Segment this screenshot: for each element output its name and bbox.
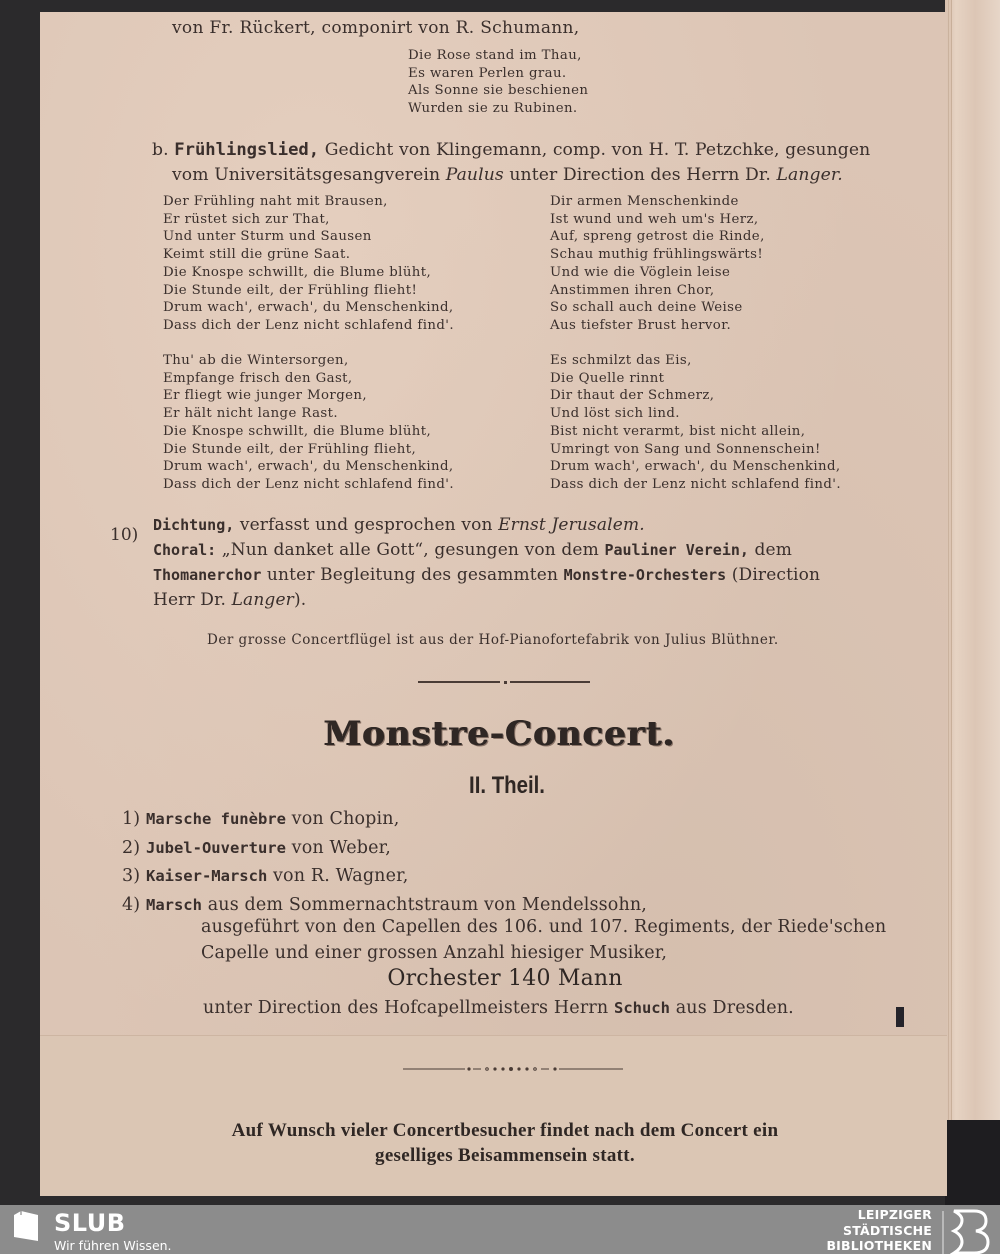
poem-line: Bist nicht verarmt, bist nicht allein, <box>550 423 806 439</box>
poem-line: Wurden sie zu Rubinen. <box>408 101 578 117</box>
spine-crease <box>948 0 952 1205</box>
slub-logo-text[interactable]: SLUB <box>54 1209 126 1237</box>
program-item-b <box>152 138 870 188</box>
item-title: Frühlingslied, <box>174 140 320 160</box>
divider-rule <box>418 681 590 683</box>
direction-text: unter Direction des Hofcapellmeisters Herrn <box>203 998 614 1018</box>
ornament-dot <box>509 1067 513 1071</box>
direction-text: aus Dresden. <box>669 998 794 1018</box>
poem-line: Er fliegt wie junger Morgen, <box>163 388 367 404</box>
direction-line <box>203 998 794 1018</box>
poem-line: Thu' ab die Wintersorgen, <box>163 353 349 368</box>
logo-outline <box>954 1211 988 1253</box>
page-tab-mark <box>896 1007 904 1027</box>
program-item-10 <box>153 513 820 613</box>
lsb-line: STÄDTISCHE <box>843 1222 932 1238</box>
poem-line: Dass dich der Lenz nicht schlafend find'. <box>163 317 454 333</box>
poem-line: Es waren Perlen grau. <box>408 65 567 81</box>
piano-note: Der grosse Concertflügel ist aus der Hof-Pianofortefabrik von Julius Blüthner. <box>207 632 779 648</box>
conductor-name: Langer <box>231 590 294 610</box>
poem-line: Dass dich der Lenz nicht schlafend find'. <box>550 476 841 492</box>
poem-line: Der Frühling naht mit Brausen, <box>163 194 388 209</box>
closing-note: Auf Wunsch vieler Concertbesucher findet nach dem Concert ein <box>231 1120 779 1141</box>
item-text: aus dem Sommernachtstraum von Mendelssohn, <box>201 895 648 915</box>
poem-line: Die Stunde eilt, der Frühling flieht, <box>163 441 417 457</box>
item-text: ). <box>293 590 307 610</box>
item-text: (Direction <box>726 565 821 585</box>
program-item <box>122 866 408 886</box>
rule-segment <box>510 681 590 683</box>
poem-line: Auf, spreng getrost die Rinde, <box>550 229 765 245</box>
poem-line: Und wie die Vöglein leise <box>550 264 731 280</box>
item-text: von Weber, <box>285 838 391 858</box>
poem-line: Aus tiefster Brust hervor. <box>550 317 732 333</box>
performers-line: ausgeführt von den Capellen des 106. und 107. Regiments, der Riede'schen <box>201 917 887 937</box>
poem-line: Umringt von Sang und Sonnenschein! <box>550 441 821 457</box>
item-text: von Chopin, <box>285 809 400 829</box>
item-number: 1) <box>122 809 141 829</box>
library-footer-bar <box>0 1205 1000 1254</box>
item-number: 4) <box>122 895 141 915</box>
item-text: verfasst und gesprochen von <box>234 515 499 535</box>
item-title: Choral: <box>153 541 217 559</box>
ornament-dot <box>525 1067 528 1070</box>
poem-line: Er hält nicht lange Rast. <box>163 406 338 422</box>
poem-line: Als Sonne sie beschienen <box>408 83 589 99</box>
performers-line: Capelle und einer grossen Anzahl hiesiger Musiker, <box>201 943 668 963</box>
lsb-b-logo-icon <box>950 1208 992 1254</box>
item-number: 10) <box>110 525 139 545</box>
item-text: von R. Wagner, <box>267 866 409 886</box>
item-number: 2) <box>122 838 141 858</box>
logo-separator <box>942 1211 944 1254</box>
poem-line: Drum wach', erwach', du Menschenkind, <box>163 459 454 475</box>
stanza-4 <box>550 352 841 494</box>
item-title: Marsch <box>145 896 202 914</box>
item-number: 3) <box>122 866 141 886</box>
poem-line: Die Stunde eilt, der Frühling flieht! <box>163 282 418 298</box>
stanza-2 <box>550 193 765 335</box>
rule-dot <box>504 681 507 684</box>
item-text: unter Begleitung des gesammten <box>261 565 564 585</box>
poem-line: Drum wach', erwach', du Menschenkind, <box>163 300 454 316</box>
ornament-dot <box>501 1067 504 1070</box>
poem-line: Er rüstet sich zur That, <box>163 211 330 227</box>
ornament-dot <box>493 1067 496 1070</box>
poem-line: Dir armen Menschenkinde <box>550 194 739 209</box>
ornament-dot <box>486 1068 489 1071</box>
closing-note: geselliges Beisammensein statt. <box>375 1145 635 1166</box>
section-title: Monstre-Concert. <box>324 714 676 754</box>
rule-segment <box>418 681 500 683</box>
program-item <box>122 838 391 858</box>
item-text: Herr Dr. <box>153 590 232 610</box>
poem-rose <box>408 47 588 118</box>
orchestra-size: Orchester 140 Mann <box>387 966 623 991</box>
program-item <box>122 895 647 915</box>
poem-line: Die Quelle rinnt <box>550 370 665 386</box>
ornament-dot <box>553 1067 556 1070</box>
item-marker: b. <box>152 140 169 160</box>
composer-line: von Fr. Rückert, componirt von R. Schumann, <box>172 18 580 38</box>
ornament-dot <box>517 1067 520 1070</box>
lsb-line: BIBLIOTHEKEN <box>826 1238 932 1253</box>
poem-line: Drum wach', erwach', du Menschenkind, <box>550 459 841 475</box>
lsb-line: LEIPZIGER <box>857 1207 932 1222</box>
book-shape <box>14 1211 38 1241</box>
poem-line: Und löst sich lind. <box>550 406 680 422</box>
poem-line: Anstimmen ihren Chor, <box>550 282 715 298</box>
poem-line: Die Knospe schwillt, die Blume blüht, <box>163 264 432 280</box>
section-subtitle: II. Theil. <box>469 772 545 799</box>
conductor-name: Schuch <box>613 999 670 1017</box>
poem-line: Empfange frisch den Gast, <box>163 370 353 386</box>
poem-line: Schau muthig frühlingswärts! <box>550 247 764 263</box>
poem-line: Ist wund und weh um's Herz, <box>550 211 759 227</box>
folded-flap <box>40 1035 947 1196</box>
choir-name: Paulus <box>445 165 504 185</box>
poem-line: So schall auch deine Weise <box>550 300 743 316</box>
ornament-dot <box>534 1068 537 1071</box>
author-name: Ernst Jerusalem. <box>498 515 645 535</box>
ornament-divider <box>403 1066 623 1072</box>
item-title: Jubel-Ouverture <box>145 839 286 857</box>
program-item <box>122 809 399 829</box>
item-text: unter Direction des Herrn Dr. <box>503 165 777 185</box>
ensemble-name: Thomanerchor <box>153 566 262 584</box>
book-spine <box>945 0 1000 1205</box>
poem-line: Die Rose stand im Thau, <box>408 48 582 63</box>
item-title: Dichtung, <box>153 516 235 534</box>
poem-line: Es schmilzt das Eis, <box>550 353 692 368</box>
poem-line: Und unter Sturm und Sausen <box>163 229 372 245</box>
stanza-1 <box>163 193 454 335</box>
slub-book-icon <box>12 1211 40 1241</box>
lsb-logo-text[interactable] <box>826 1207 932 1254</box>
ensemble-name: Monstre-Orchesters <box>563 566 727 584</box>
stanza-3 <box>163 352 454 494</box>
poem-line: Die Knospe schwillt, die Blume blüht, <box>163 423 432 439</box>
item-text: dem <box>748 540 793 560</box>
poem-line: Dir thaut der Schmerz, <box>550 388 715 404</box>
ensemble-name: Pauliner Verein, <box>604 541 749 559</box>
poem-line: Dass dich der Lenz nicht schlafend find'. <box>163 476 454 492</box>
item-title: Marsche funèbre <box>145 810 286 828</box>
slub-tagline: Wir führen Wissen. <box>54 1238 172 1253</box>
conductor-name: Langer. <box>776 165 843 185</box>
ornament-dot <box>467 1067 470 1070</box>
item-title: Kaiser-Marsch <box>145 867 268 885</box>
item-text: „Nun danket alle Gott“, gesungen von dem <box>216 540 605 560</box>
poem-line: Keimt still die grüne Saat. <box>163 247 351 263</box>
item-text: vom Universitätsgesangverein <box>172 165 446 185</box>
item-text: Gedicht von Klingemann, comp. von H. T. Petzchke, gesungen <box>319 140 871 160</box>
